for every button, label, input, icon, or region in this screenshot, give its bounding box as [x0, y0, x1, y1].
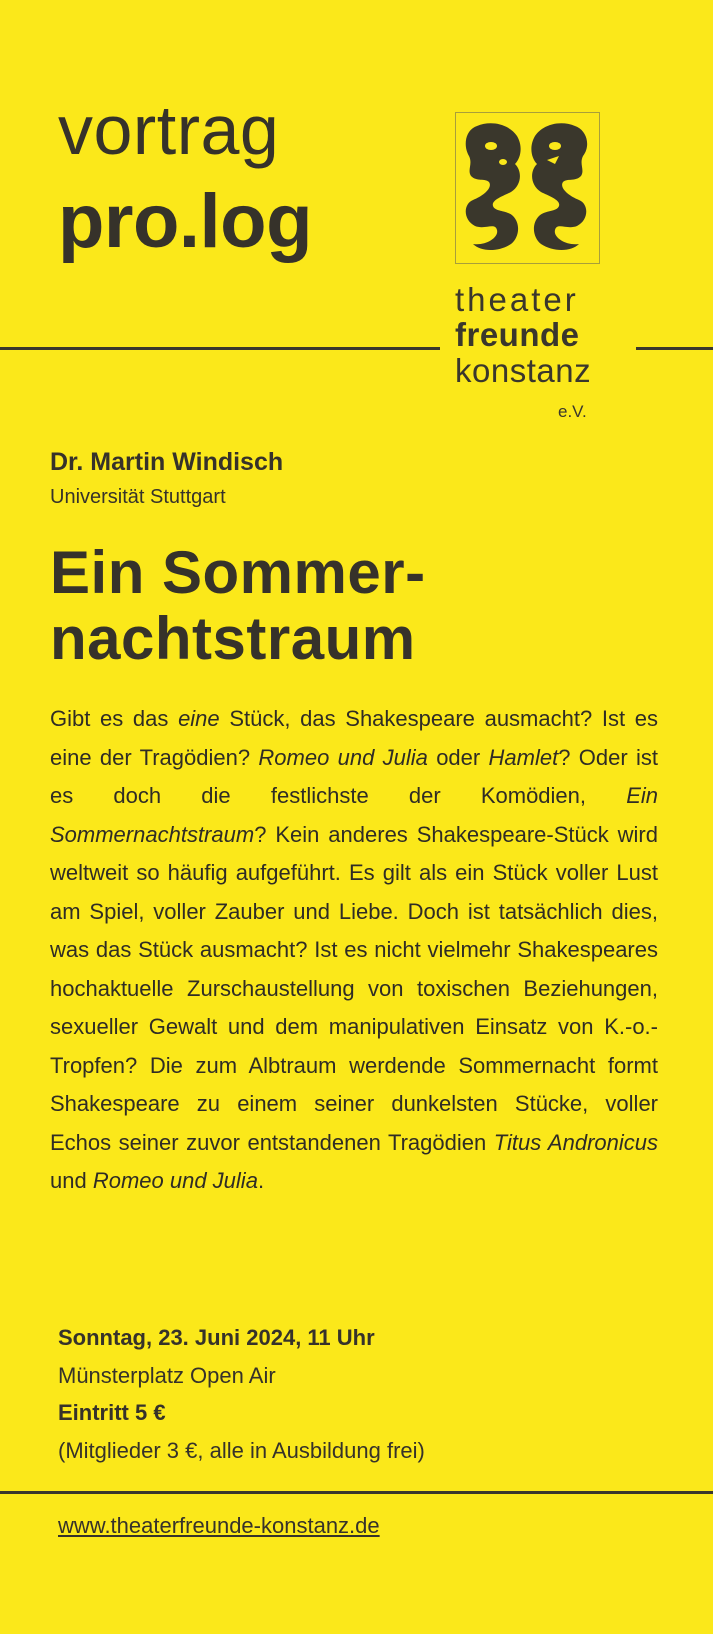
- talk-title-line2: nachtstraum: [50, 605, 416, 672]
- org-legal-form: e.V.: [558, 402, 587, 421]
- italic-work-title: Romeo und Julia: [92, 1168, 258, 1193]
- speaker-name: Dr. Martin Windisch: [50, 448, 284, 476]
- italic-work-title: Titus Andronicus: [493, 1129, 658, 1155]
- italic-work-title: Ein Sommernachtstraum: [50, 783, 658, 847]
- event-date: Sonntag, 23. Juni 2024, 11 Uhr: [58, 1325, 375, 1350]
- body-text-run: ? Kein anderes Shakespeare-Stück wird weltweit so häufig aufgeführt. Es gilt als ein Stück voller Lust am Spiel, voller Zauber und Liebe. Doch ist tatsächlich dies, was das Stück ausmacht? Ist es nicht vielmehr Shakespeares hochaktuelle Zurschaustellung von toxischen Beziehungen, sexueller Gewalt und dem manipulativen Einsatz von K.-o.-Tropfen? Die zum Albtraum werdende Sommernacht formt Shakespeare zu einem seiner dunkelsten Stücke, voller Echos seiner zuvor entstandenen Tragödien: [50, 821, 658, 1155]
- series-title: pro.log: [58, 179, 313, 264]
- theater-masks-logo: [455, 112, 600, 264]
- website-link[interactable]: www.theaterfreunde-konstanz.de: [58, 1513, 380, 1538]
- event-venue: Münsterplatz Open Air: [58, 1363, 276, 1388]
- talk-title: [50, 540, 670, 672]
- org-name-line2: freunde: [455, 316, 580, 353]
- org-name-line1: theater: [455, 281, 579, 318]
- header-divider-right: [636, 347, 713, 350]
- speaker-affiliation: Universität Stuttgart: [50, 486, 226, 508]
- body-text-run: Stück, das Shakespeare ausmacht? Ist es eine der Tragödien?: [50, 706, 658, 770]
- admission-fee-note: (Mitglieder 3 €, alle in Ausbildung frei): [58, 1438, 425, 1463]
- admission-fee: Eintritt 5 €: [58, 1400, 166, 1425]
- body-text-run: ? Oder ist es doch die festlichste der Komödien,: [50, 744, 658, 808]
- header-divider-left: [0, 347, 440, 350]
- talk-title-line1: Ein Sommer-: [50, 539, 426, 606]
- italic-work-title: Romeo und Julia: [258, 744, 428, 770]
- body-text-run: oder: [427, 744, 489, 770]
- body-text-run: Gibt es das: [50, 706, 179, 731]
- body-text-run: und: [50, 1168, 93, 1193]
- series-label: vortrag: [58, 91, 280, 169]
- talk-description: [50, 700, 658, 1201]
- footer-divider: [0, 1491, 713, 1494]
- italic-work-title: Hamlet: [488, 744, 559, 770]
- org-name-line3: konstanz: [455, 352, 592, 389]
- italic-work-title: eine: [178, 706, 220, 731]
- body-text-run: .: [257, 1168, 265, 1193]
